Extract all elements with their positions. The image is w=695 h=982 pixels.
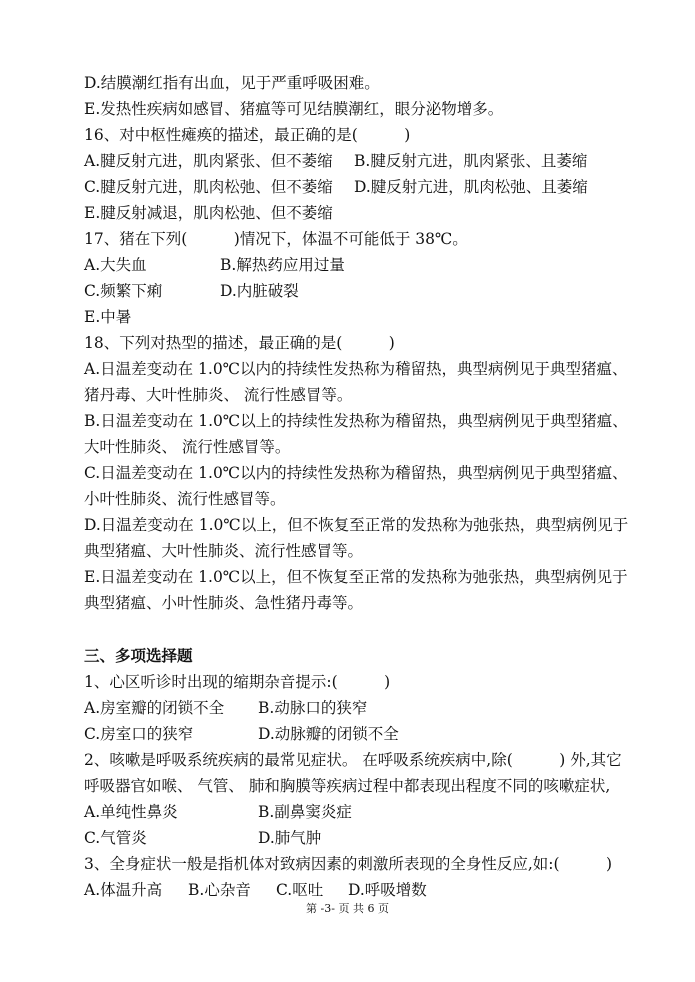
q18-option-a-line-1: A.日温差变动在 1.0℃以内的持续性发热称为稽留热，典型病例见于典型猪瘟、 xyxy=(84,360,628,378)
question-17: 17、猪在下列( )情况下，体温不可能低于 38℃。 xyxy=(84,230,468,248)
q18-option-b-line-1: B.日温差变动在 1.0℃以上的持续性发热称为稽留热，典型病例见于典型猪瘟、 xyxy=(84,412,628,430)
option-e-line: E.发热性疾病如感冒、猪瘟等可见结膜潮红，眼分泌物增多。 xyxy=(84,100,504,118)
mc2-option-c: C.气管炎 xyxy=(84,829,147,847)
mc-question-2-line-2: 呼吸器官如喉、 气管、 肺和胸膜等疾病过程中都表现出程度不同的咳嗽症状, xyxy=(84,777,611,795)
mc1-option-a: A.房室瓣的闭锁不全 xyxy=(84,699,225,717)
question-16: 16、对中枢性瘫痪的描述，最正确的是( ) xyxy=(84,126,411,144)
section-heading-multiple-choice: 三、多项选择题 xyxy=(84,647,193,665)
q18-option-a-line-2: 猪丹毒、大叶性肺炎、 流行性感冒等。 xyxy=(84,386,353,404)
mc2-option-a: A.单纯性鼻炎 xyxy=(84,803,178,821)
q16-option-c: C.腱反射亢进，肌肉松弛、但不萎缩 xyxy=(84,178,333,196)
option-d-line: D.结膜潮红指有出血，见于严重呼吸困难。 xyxy=(84,74,380,92)
mc3-option-a: A.体温升高 xyxy=(84,881,163,899)
mc3-option-c: C.呕吐 xyxy=(276,881,324,899)
q18-option-d-line-2: 典型猪瘟、大叶性肺炎、流行性感冒等。 xyxy=(84,542,364,560)
mc2-option-d: D.肺气肿 xyxy=(258,829,322,847)
mc-question-2-line-1: 2、咳嗽是呼吸系统疾病的最常见症状。 在呼吸系统疾病中,除( ) 外,其它 xyxy=(84,751,622,769)
question-18: 18、下列对热型的描述，最正确的是( ) xyxy=(84,334,395,352)
mc3-option-d: D.呼吸增数 xyxy=(348,881,427,899)
q18-option-b-line-2: 大叶性肺炎、 流行性感冒等。 xyxy=(84,438,291,456)
q16-option-d: D.腱反射亢进，肌肉松弛、且萎缩 xyxy=(354,178,588,196)
q18-option-e-line-1: E.日温差变动在 1.0℃以上，但不恢复至正常的发热称为弛张热，典型病例见于 xyxy=(84,568,628,586)
q18-option-d-line-1: D.日温差变动在 1.0℃以上，但不恢复至正常的发热称为弛张热，典型病例见于 xyxy=(84,516,629,534)
q16-option-a: A.腱反射亢进，肌肉紧张、但不萎缩 xyxy=(84,152,333,170)
q17-option-d: D.内脏破裂 xyxy=(220,282,299,300)
q18-option-e-line-2: 典型猪瘟、小叶性肺炎、急性猪丹毒等。 xyxy=(84,594,364,612)
mc1-option-d: D.动脉瓣的闭锁不全 xyxy=(258,725,399,743)
q16-option-b: B.腱反射亢进，肌肉紧张、且萎缩 xyxy=(354,152,588,170)
q17-option-b: B.解热药应用过量 xyxy=(220,256,345,274)
mc2-option-b: B.副鼻窦炎症 xyxy=(258,803,352,821)
q17-option-e: E.中暑 xyxy=(84,308,132,326)
q17-option-c: C.频繁下痢 xyxy=(84,282,163,300)
q18-option-c-line-2: 小叶性肺炎、流行性感冒等。 xyxy=(84,490,286,508)
q17-option-a: A.大失血 xyxy=(84,256,147,274)
q18-option-c-line-1: C.日温差变动在 1.0℃以内的持续性发热称为稽留热，典型病例见于典型猪瘟、 xyxy=(84,464,628,482)
page-number-footer: 第 -3- 页 共 6 页 xyxy=(306,902,389,915)
mc1-option-b: B.动脉口的狭窄 xyxy=(258,699,368,717)
q16-option-e: E.腱反射减退，肌肉松弛、但不萎缩 xyxy=(84,204,333,222)
mc-question-1: 1、心区听诊时出现的缩期杂音提示:( ) xyxy=(84,673,391,691)
mc-question-3: 3、全身症状一般是指机体对致病因素的刺激所表现的全身性反应,如:( ) xyxy=(84,855,613,873)
mc3-option-b: B.心杂音 xyxy=(188,881,251,899)
mc1-option-c: C.房室口的狭窄 xyxy=(84,725,194,743)
